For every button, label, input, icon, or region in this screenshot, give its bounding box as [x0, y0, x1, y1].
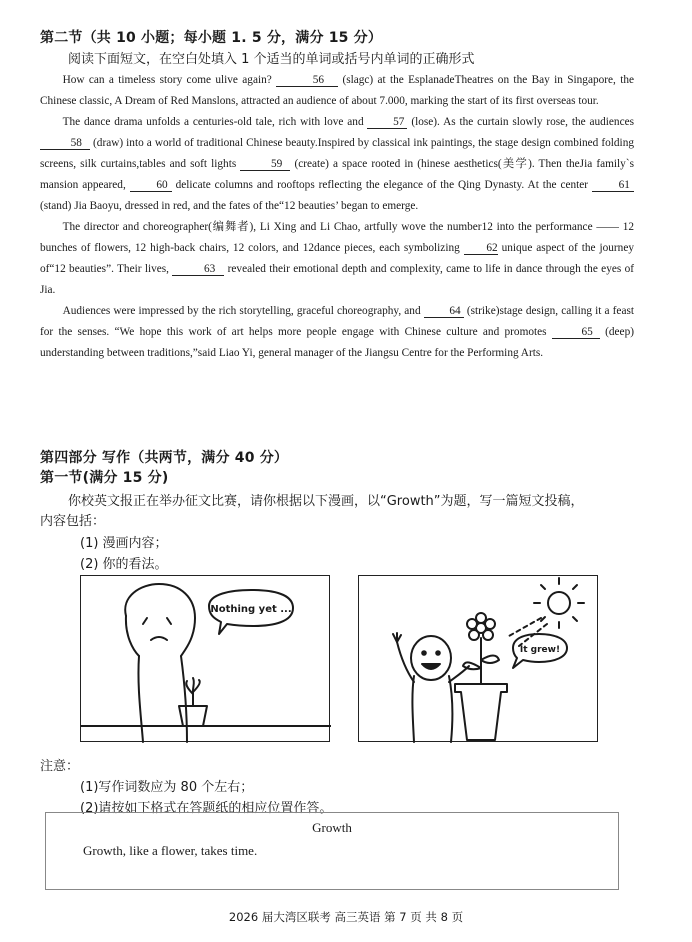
p2-text-g: (stand) Jia Baoyu, dressed in red, and the fates of the“12 beauties’ began to emerge.: [40, 200, 419, 212]
happy-character-body: [412, 676, 414, 742]
p3-text-a: The director and choreographer(编舞者), Li Xing and Li Chao, artfully wove the number12 into the performance —— 12 bunches of flowers, 12 high-back chairs, 12 colors, and 12dance pieces, each symbolizing: [40, 221, 634, 254]
comic-panel-left: [80, 575, 330, 742]
comic-left-drawing: [81, 576, 331, 743]
p1-text-a: How can a timeless story come ulive again?: [62, 74, 277, 86]
blank-57[interactable]: 57: [367, 116, 407, 129]
blank-61[interactable]: 61: [592, 179, 634, 192]
answer-first-line: Growth, like a flower, takes time.: [83, 843, 258, 858]
flower-pot: [455, 684, 507, 740]
passage-paragraph-3: [40, 217, 634, 301]
p2-text-e: (create) a space rooted in (hinese aesthetics(美学). Then theJia family`s mansion appeared,: [40, 158, 634, 191]
part4-title: 第四部分 写作（共两节，满分 40 分）: [40, 450, 289, 466]
comic-panel-right: [358, 575, 598, 742]
writing-prompt-line1: 你校英文报正在举办征文比赛，请你根据以下漫画，以“Growth”为题，写一篇短文投稿，: [68, 494, 584, 509]
blank-56[interactable]: 56: [276, 74, 338, 87]
character-body: [138, 656, 143, 742]
answer-format-box[interactable]: [45, 812, 619, 890]
writing-item-2: (2) 你的看法。: [80, 557, 168, 572]
passage-paragraph-2: [40, 112, 634, 217]
p3-text-c: unique aspect of the journey of“12 beauties”. Their lives,: [40, 242, 634, 275]
blank-62[interactable]: 62: [464, 242, 498, 255]
p1-text-c: (slagc) at the EsplanadeTheatres on the Bay in Singapore, the Chinese classic, A Dream of Red Manslons, attracted an audience of about 7.000, marking the start of its first overseas tour.: [40, 74, 634, 107]
p2-text-c: (lose). As the curtain slowly rose, the audiences: [407, 116, 635, 128]
bubble-text-right: It grew!: [519, 645, 561, 655]
comic-right-drawing: [359, 576, 599, 743]
cloze-passage: [40, 70, 634, 364]
answer-title: Growth: [312, 820, 352, 835]
sun-icon: [548, 592, 570, 614]
section2-title: 第二节（共 10 小题；每小题 1. 5 分，满分 15 分）: [40, 30, 383, 46]
character-head: [125, 584, 195, 656]
blank-65[interactable]: 65: [552, 326, 600, 339]
passage-paragraph-1: [40, 70, 634, 112]
part4-section1-title: 第一节(满分 15 分): [40, 470, 169, 486]
notes-label: 注意：: [40, 759, 80, 774]
blank-59[interactable]: 59: [240, 158, 290, 171]
blank-60[interactable]: 60: [130, 179, 172, 192]
passage-paragraph-4: [40, 301, 634, 364]
blank-63[interactable]: 63: [172, 263, 224, 276]
small-pot: [179, 706, 207, 726]
p2-text-f: delicate columns and rooftops reflecting the elegance of the Qing Dynasty. At the center: [171, 179, 592, 191]
page-footer: 2026 届大湾区联考 高三英语 第 7 页 共 8 页: [228, 910, 464, 924]
p3-text-d: revealed their emotional depth and complexity, came to life in dance through the eyes of Jia.: [40, 263, 634, 296]
blank-58[interactable]: 58: [40, 137, 90, 150]
happy-character-head: [411, 636, 451, 680]
p2-text-a: The dance drama unfolds a centuries-old tale, rich with love and: [62, 116, 368, 128]
writing-item-1: (1) 漫画内容；: [80, 536, 168, 551]
note-2: (2)请按如下格式在答题纸的相应位置作答。: [80, 801, 333, 816]
p2-text-d: (draw) into a world of traditional Chinese beauty.Inspired by classical ink paintings, the stage design combined folding screens, silk curtains,tables and soft lights: [40, 137, 634, 170]
note-1: (1)写作词数应为 80 个左右；: [80, 780, 254, 795]
p4-text-c: (strike)stage design, calling it a feast for the senses. “We hope this work of art helps more people engage with Chinese culture and promotes: [40, 305, 634, 338]
bubble-text-left: Nothing yet ...: [210, 604, 292, 615]
blank-64[interactable]: 64: [424, 305, 464, 318]
writing-prompt-line2: 内容包括：: [40, 514, 106, 529]
section2-instruction: 阅读下面短文，在空白处填入 1 个适当的单词或括号内单词的正确形式: [68, 52, 475, 67]
p4-text-a: Audiences were impressed by the rich storytelling, graceful choreography, and: [62, 305, 424, 317]
p4-text-d: (deep) understanding between traditions,”said Liao Yi, general manager of the Jiangsu Centre for the Performing Arts.: [40, 326, 634, 359]
